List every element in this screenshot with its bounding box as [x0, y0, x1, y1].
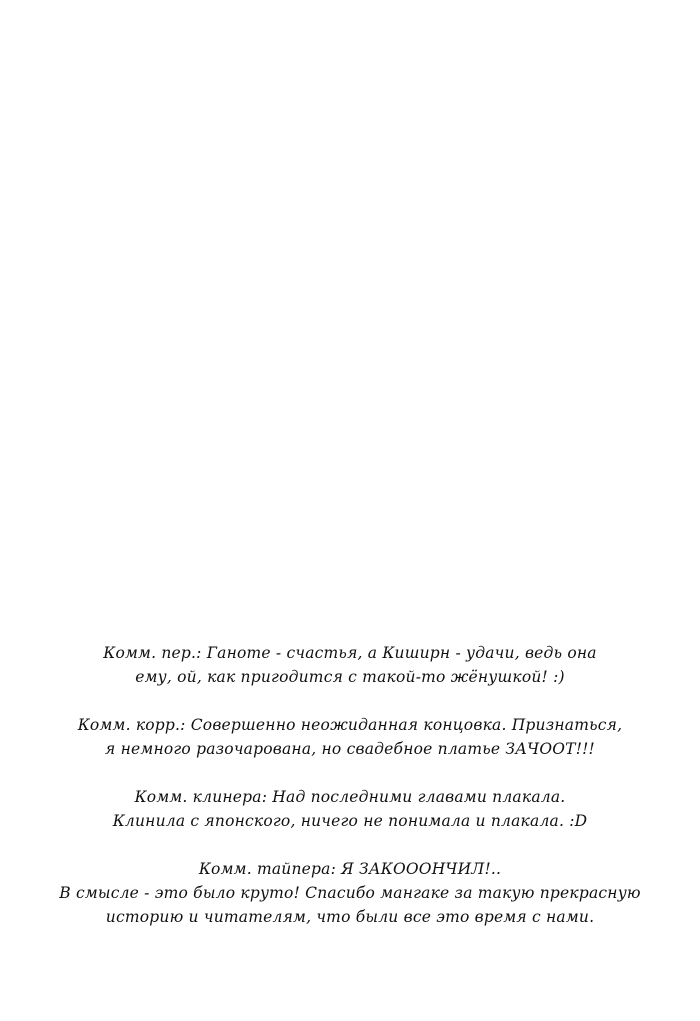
comment-line: Комм. клинера: Над последними главами плакала.	[134, 788, 566, 806]
comment-line: ему, ой, как пригодится с такой-то жёнушкой! :)	[135, 668, 565, 686]
comment-line: Комм. пер.: Ганоте - счастья, а Киширн - удачи, ведь она	[103, 644, 597, 662]
comment-line: я немного разочарована, но свадебное платье ЗАЧООТ!!!	[105, 740, 595, 758]
translator-comment	[0, 641, 700, 689]
comment-line: историю и читателям, что были все это время с нами.	[105, 908, 595, 926]
typesetter-comment	[0, 857, 700, 929]
translator-notes	[0, 641, 700, 929]
comment-line: Комм. корр.: Совершенно неожиданная концовка. Признаться,	[77, 716, 623, 734]
comment-line: Клинила с японского, ничего не понимала и плакала. :D	[112, 812, 588, 830]
comment-line: В смысле - это было круто! Спасибо мангаке за такую прекрасную	[59, 884, 641, 902]
cleaner-comment	[0, 785, 700, 833]
comment-line: Комм. тайпера: Я ЗАКОООНЧИЛ!..	[198, 860, 502, 878]
proofreader-comment	[0, 713, 700, 761]
